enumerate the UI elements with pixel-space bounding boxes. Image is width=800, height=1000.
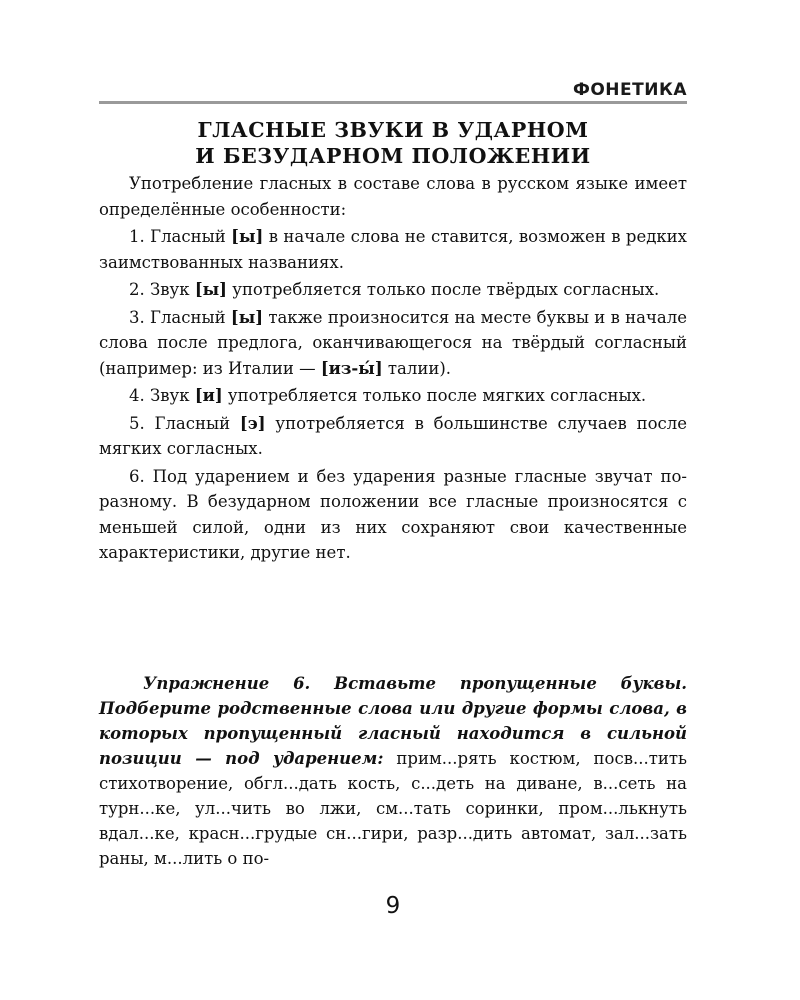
sound-transcription: [ы]: [194, 280, 227, 299]
intro-paragraph: Употребление гласных в составе слова в русском языке имеет определённые особенности:: [99, 174, 687, 219]
sound-transcription: [ы]: [231, 227, 264, 246]
rule-1: 1. Гласный [ы] в начале слова не ставится, возможен в редких заимствованных названиях.: [99, 227, 687, 272]
page-number: 9: [385, 893, 401, 919]
rules-text: [99, 171, 687, 566]
exercise-6: [99, 671, 687, 871]
sound-transcription: [э]: [239, 413, 266, 433]
page-title: [99, 117, 687, 169]
rule-3: 3. Гласный [ы] также произносится на месте буквы и в начале слова после предлога, оканчивающегося на твёрдый согласный (например: из Италии — [из-ы́] талии).: [99, 307, 687, 378]
title-line-1: ГЛАСНЫЕ ЗВУКИ В УДАРНОМ: [197, 118, 589, 142]
exercise-task: Упражнение 6. Вставьте пропущенные буквы. Подберите родственные слова или другие формы слова, в которых пропущенный гласный находится в сильной позиции — под ударением:: [99, 674, 687, 768]
rule-4: 4. Звук [и] употребляется только после мягких согласных.: [129, 386, 647, 405]
header-rule: [99, 101, 687, 104]
sound-transcription: [ы]: [230, 307, 264, 327]
exercise-words: прим...рять костюм, посв...тить стихотворение, обгл...дать кость, с...деть на диване, в...сеть на турн...ке, ул...чить во лжи, см...тать соринки, пром...лькнуть вдал...ке, красн...грудые сн...гири, разр...дить автомат, зал...зать раны, м...лить о по-: [99, 749, 687, 868]
rule-2: 2. Звук [ы] употребляется только после твёрдых согласных.: [129, 280, 660, 299]
sound-transcription: [и]: [194, 386, 223, 405]
title-line-2: И БЕЗУДАРНОМ ПОЛОЖЕНИИ: [195, 144, 591, 168]
rule-5: 5. Гласный [э] употребляется в большинстве случаев после мягких согласных.: [99, 413, 687, 458]
section-header: ФОНЕТИКА: [572, 80, 687, 100]
sound-transcription: [из-ы́]: [320, 358, 383, 378]
rule-6: 6. Под ударением и без ударения разные гласные звучат по-разному. В безударном положении все гласные произносятся с меньшей силой, одни из них сохраняют свои качественные характеристики, другие нет.: [99, 466, 687, 562]
